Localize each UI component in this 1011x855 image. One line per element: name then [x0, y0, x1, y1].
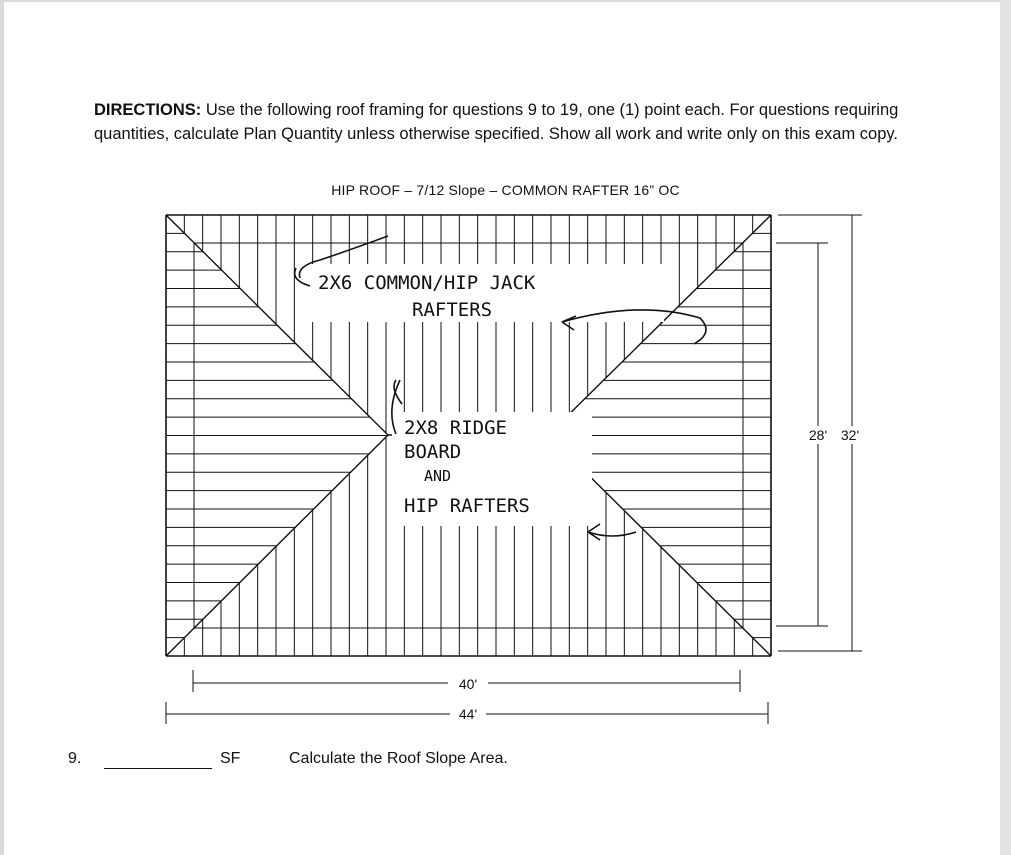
note-ridge-line3: AND	[424, 467, 452, 485]
note-ridge-line1: 2X8 RIDGE	[404, 417, 507, 439]
dim-label-28: 28'	[808, 427, 828, 443]
note-common-rafters-line2: RAFTERS	[412, 299, 493, 321]
answer-blank[interactable]	[104, 768, 212, 769]
question-text: Calculate the Roof Slope Area.	[289, 750, 508, 767]
answer-unit: SF	[220, 750, 241, 767]
dim-label-44: 44'	[458, 706, 478, 722]
dim-label-40: 40'	[458, 676, 478, 692]
directions-label: DIRECTIONS:	[94, 101, 202, 119]
note-ridge-line2: BOARD	[404, 441, 462, 463]
note-common-rafters-line1: 2X6 COMMON/HIP JACK	[318, 272, 536, 294]
dim-label-32: 32'	[840, 427, 860, 443]
note-ridge-line4: HIP RAFTERS	[404, 495, 530, 517]
roof-plan-title: HIP ROOF – 7/12 Slope – COMMON RAFTER 16” OC	[331, 182, 680, 198]
handwritten-annotations	[296, 264, 664, 526]
question-number: 9.	[68, 750, 82, 767]
directions-text: Use the following roof framing for questions 9 to 19, one (1) point each. For questions requiring quantities, calculate Plan Quantity unless otherwise specified. Show all work and write only on this exam copy.	[94, 101, 899, 143]
